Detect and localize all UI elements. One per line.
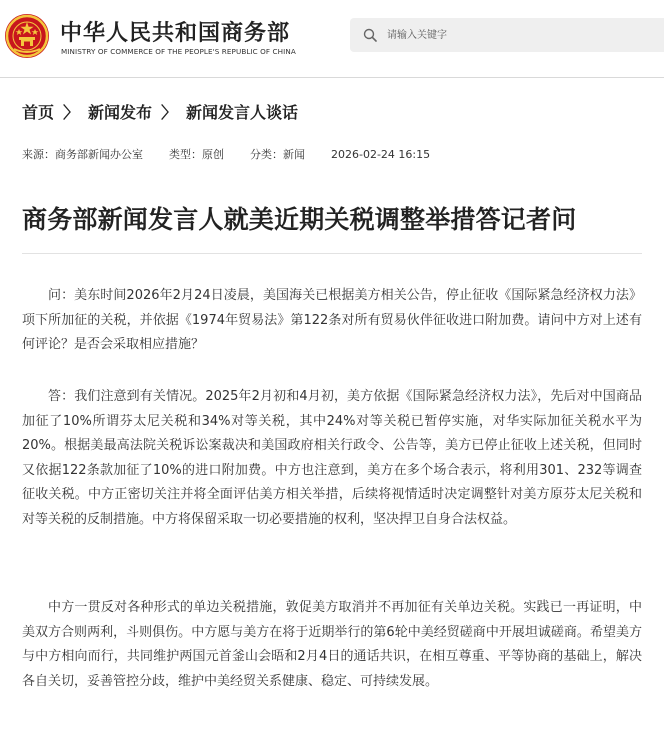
breadcrumb-spokesperson-link[interactable]: 新闻发言人谈话 bbox=[186, 103, 299, 122]
breadcrumb bbox=[22, 100, 298, 123]
site-header bbox=[0, 0, 664, 78]
article-type: 类型：原创 bbox=[169, 148, 224, 161]
header-divider bbox=[0, 77, 664, 78]
article-category: 分类：新闻 bbox=[250, 148, 305, 161]
article-paragraph-position: 中方一贯反对各种形式的单边关税措施，敦促美方取消并不再加征有关单边关税。实践已一再证明，中美双方合则两利，斗则俱伤。中方愿与美方在将于近期举行的第6轮中美经贸磋商中开展坦诚磋商。希望美方与中方相向而行，共同维护两国元首釜山会晤和2月4日的通话共识，在相互尊重、平等协商的基础上，解决各自关切，妥善管控分歧，维护中美经贸关系健康、稳定、可持续发展。 bbox=[22, 600, 642, 689]
breadcrumb-separator-icon: 〉 bbox=[161, 103, 178, 122]
article-meta bbox=[22, 146, 430, 162]
national-emblem-icon[interactable] bbox=[4, 13, 50, 59]
breadcrumb-home-link[interactable]: 首页 bbox=[22, 103, 55, 122]
article-source: 来源：商务部新闻办公室 bbox=[22, 148, 143, 161]
article-paragraph-question: 问：美东时间2026年2月24日凌晨，美国海关已根据美方相关公告，停止征收《国际紧急经济权力法》项下所加征的关税，并依据《1974年贸易法》第122条对所有贸易伙伴征收进口附加费。请问中方对上述有何评论？是否会采取相应措施？ bbox=[22, 288, 642, 352]
article-paragraph-answer: 答：我们注意到有关情况。2025年2月初和4月初，美方依据《国际紧急经济权力法》，先后对中国商品加征了10%所谓芬太尼关税和34%对等关税，其中24%对等关税已暂停实施，对华实际加征关税水平为20%。根据美最高法院关税诉讼案裁决和美国政府相关行政令、公告等，美方已停止征收上述关税，但同时又依据122条款加征了10%的进口附加费。中方也注意到，美方在多个场合表示，将利用301、232等调查征收关税。中方正密切关注并将全面评估美方相关举措，后续将视情适时决定调整针对美方原芬太尼关税和对等关税的反制措施。中方将保留采取一切必要措施的权利，坚决捍卫自身合法权益。 bbox=[22, 389, 642, 527]
search-input[interactable] bbox=[387, 18, 657, 52]
search-icon[interactable] bbox=[363, 28, 377, 42]
breadcrumb-separator-icon: 〉 bbox=[63, 103, 80, 122]
article-title: 商务部新闻发言人就美近期关税调整举措答记者问 bbox=[22, 205, 577, 234]
article-timestamp: 2026-02-24 16:15 bbox=[331, 148, 431, 161]
breadcrumb-news-link[interactable]: 新闻发布 bbox=[88, 103, 153, 122]
title-divider bbox=[22, 253, 642, 254]
search-box bbox=[350, 18, 664, 52]
site-subtitle: MINISTRY OF COMMERCE OF THE PEOPLE'S REPUBLIC OF CHINA bbox=[61, 47, 296, 56]
site-title[interactable]: 中华人民共和国商务部 bbox=[60, 21, 291, 46]
